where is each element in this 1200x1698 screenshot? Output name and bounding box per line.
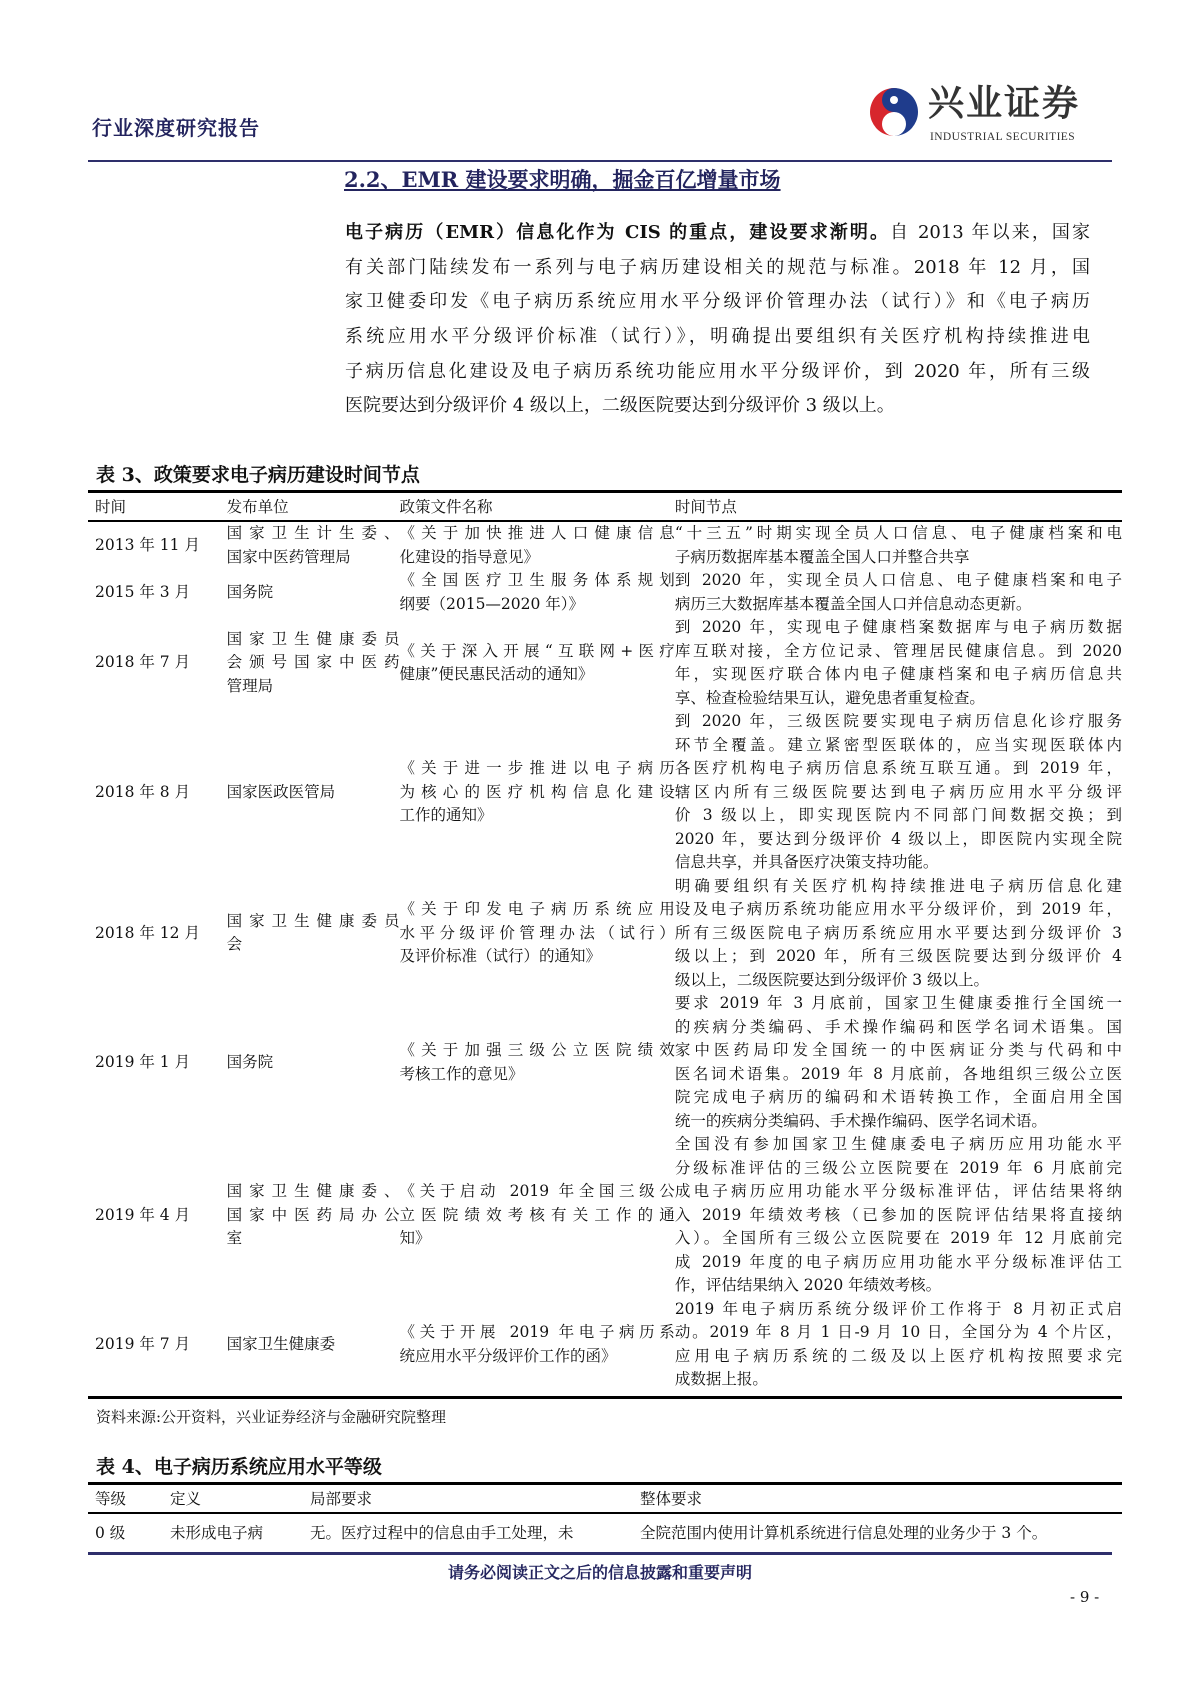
table4-top-rule	[88, 1482, 1122, 1485]
cell-line: 应用电子病历系统的二级及以上医疗机构按照要求完	[674, 1346, 1122, 1365]
cell-local-req: 无。医疗过程中的信息由手工处理，未	[310, 1524, 574, 1542]
cell-milestone	[675, 710, 1122, 875]
cell-line: 统一的疾病分类编码、手术操作编码、医学名词术语。	[674, 1111, 1047, 1130]
cell-document	[399, 522, 674, 569]
column-header-issuer: 发布单位	[226, 498, 289, 516]
cell-line: 管理局	[226, 676, 274, 695]
cell-line: 各医疗机构电子病历信息系统互联互通。到 2019 年，	[674, 759, 1122, 777]
cell-line: 成 2019 年度的电子病历应用功能水平分级标准评估工	[674, 1252, 1122, 1271]
cell-time: 2018 年 8 月	[95, 782, 191, 801]
cell-milestone	[675, 875, 1122, 993]
paragraph-line: 有关部门陆续发布一系列与电子病历建设相关的规范与标准。2018 年 12 月，国	[345, 256, 1090, 278]
cell-line: 《关于启动 2019 年全国三级公	[399, 1182, 675, 1200]
table3-source-note: 资料来源:公开资料，兴业证券经济与金融研究院整理	[96, 1408, 447, 1426]
cell-line: 《关于进一步推进以电子病历	[399, 759, 675, 777]
table-row	[88, 1514, 1122, 1552]
cell-overall-req: 全院范围内使用计算机系统进行信息处理的业务少于 3 个。	[640, 1524, 1048, 1542]
cell-line: 国家中医药局办公	[226, 1205, 400, 1224]
cell-line: 到 2020 年，实现电子健康档案数据库与电子病历数据	[674, 618, 1122, 636]
cell-document	[399, 992, 674, 1133]
cell-line: 国家卫生健康委员	[226, 911, 400, 930]
cell-line: 病历三大数据库基本覆盖全国人口并信息动态更新。	[674, 594, 1032, 613]
cell-line: 《关于印发电子病历系统应用	[399, 900, 675, 918]
cell-issuer	[227, 522, 400, 569]
cell-definition: 未形成电子病	[170, 1524, 264, 1542]
emr-level-table	[88, 1486, 1122, 1552]
cell-line: 家中医药局印发全国统一的中医病证分类与代码和中	[674, 1041, 1122, 1059]
cell-line: 医名词术语集。2019 年 8 月底前，各地组织三级公立医	[674, 1064, 1122, 1083]
table-row	[88, 875, 1122, 993]
disclaimer-notice: 请务必阅读正文之后的信息披露和重要声明	[447, 1563, 752, 1582]
cell-line: 考核工作的意见》	[399, 1064, 524, 1083]
column-header-local-req: 局部要求	[310, 1490, 373, 1508]
cell-line: 国务院	[226, 582, 274, 601]
cell-line: 入）。全国所有三级公立医院要在 2019 年 12 月底前完	[674, 1229, 1122, 1247]
page-number: - 9 -	[1070, 1588, 1100, 1606]
paragraph-text: 自 2013 年以来，国家	[890, 222, 1090, 243]
policy-timeline-table	[88, 494, 1122, 1392]
cell-line: 水平分级评价管理办法（试行）	[399, 923, 675, 942]
table3-bottom-rule	[88, 1396, 1122, 1399]
cell-milestone	[675, 522, 1122, 569]
logo-english-name: INDUSTRIAL SECURITIES	[930, 131, 1076, 143]
cell-time: 2019 年 1 月	[95, 1052, 191, 1071]
cell-document	[399, 1133, 674, 1298]
header-divider	[88, 160, 1112, 162]
cell-line: 《关于深入开展“互联网+医疗	[399, 641, 675, 660]
cell-line: 到 2020 年，实现全员人口信息、电子健康档案和电子	[674, 571, 1122, 589]
cell-time: 2018 年 12 月	[95, 923, 200, 942]
cell-line: 《全国医疗卫生服务体系规划	[399, 571, 675, 589]
report-type-label: 行业深度研究报告	[92, 116, 260, 140]
cell-line: 级以上；到 2020 年，所有三级医院要达到分级评价 4	[674, 947, 1122, 965]
cell-line: 信息共享，并具备医疗决策支持功能。	[674, 853, 939, 871]
table-row	[88, 992, 1122, 1133]
paragraph-line: 医院要达到分级评价 4 级以上，二级医院要达到分级评价 3 级以上。	[345, 395, 895, 417]
cell-line: 入 2019 年绩效考核（已参加的医院评估结果将直接纳	[674, 1205, 1122, 1224]
column-header-milestone: 时间节点	[674, 498, 737, 516]
company-logo	[868, 84, 1118, 148]
cell-line: 国家卫生计生委、	[226, 524, 400, 542]
cell-line: 成电子病历应用功能水平分级标准评估，评估结果将纳	[674, 1182, 1122, 1200]
cell-line: 辖区内所有三级医院要达到电子病历应用水平分级评	[674, 782, 1122, 801]
cell-document	[399, 1298, 674, 1392]
cell-line: 国家医政医管局	[226, 782, 336, 801]
cell-issuer	[227, 992, 400, 1133]
cell-line: 子病历数据库基本覆盖全国人口并整合共享	[674, 547, 970, 566]
cell-line: 室	[226, 1229, 243, 1247]
cell-milestone	[675, 569, 1122, 616]
cell-line: 国家卫生健康委员	[226, 629, 400, 648]
section-heading: 2.2、EMR 建设要求明确，掘金百亿增量市场	[344, 167, 781, 192]
cell-document	[399, 616, 674, 710]
cell-issuer	[227, 569, 400, 616]
table3-title: 表 3、政策要求电子病历建设时间节点	[96, 464, 420, 486]
paragraph-line: 系统应用水平分级评价标准（试行）》，明确提出要组织有关医疗机构持续推进电	[345, 326, 1090, 348]
column-header-level: 等级	[95, 1490, 127, 1508]
cell-line: 国务院	[226, 1052, 274, 1071]
cell-line: 《关于加快推进人口健康信息	[399, 524, 675, 542]
cell-line: 设及电子病历系统功能应用水平分级评价，到 2019 年，	[674, 900, 1122, 918]
body-paragraph	[345, 216, 1090, 424]
cell-line: 价 3 级以上，即实现医院内不同部门间数据交换；到	[674, 806, 1122, 824]
cell-line: 《关于加强三级公立医院绩效	[399, 1041, 675, 1059]
cell-line: 国家卫生健康委	[226, 1334, 336, 1353]
cell-issuer	[227, 1298, 400, 1392]
cell-time: 2019 年 4 月	[95, 1205, 191, 1224]
cell-milestone	[675, 992, 1122, 1133]
cell-line: 动。2019 年 8 月 1 日-9 月 10 日，全国分为 4 个片区，	[674, 1323, 1122, 1341]
cell-line: 会颁号国家中医药	[226, 653, 400, 672]
cell-milestone	[675, 616, 1122, 710]
cell-line: 院完成电子病历的编码和术语转换工作，全面启用全国	[674, 1088, 1122, 1106]
table4-title: 表 4、电子病历系统应用水平等级	[96, 1456, 382, 1478]
cell-line: 所有三级医院电子病历系统应用水平要达到分级评价 3	[674, 923, 1122, 942]
cell-milestone	[675, 1133, 1122, 1298]
cell-line: 立医院绩效考核有关工作的通	[399, 1205, 675, 1224]
cell-line: 分级标准评估的三级公立医院要在 2019 年 6 月底前完	[674, 1158, 1122, 1177]
table3-top-rule	[88, 490, 1122, 493]
paragraph-line: 家卫健委印发《电子病历系统应用水平分级评价管理办法（试行）》和《电子病历	[345, 291, 1090, 313]
cell-line: 享、检查检验结果互认，避免患者重复检查。	[674, 688, 985, 707]
cell-line: 为核心的医疗机构信息化建设	[399, 782, 675, 801]
cell-document	[399, 875, 674, 993]
cell-line: 国家卫生健康委、	[226, 1182, 400, 1200]
table-row	[88, 710, 1122, 875]
paragraph-line: 子病历信息化建设及电子病历系统功能应用水平分级评价，到 2020 年，所有三级	[345, 360, 1090, 382]
cell-line: 健康”便民惠民活动的通知》	[399, 665, 594, 683]
cell-milestone	[675, 1298, 1122, 1392]
cell-issuer	[227, 875, 400, 993]
cell-line: 国家中医药管理局	[226, 547, 351, 566]
cell-document	[399, 569, 674, 616]
cell-line: 年，实现医疗联合体内电子健康档案和电子病历信息共	[674, 665, 1122, 683]
cell-line: 《关于开展 2019 年电子病历系	[399, 1323, 675, 1341]
cell-line: 库互联对接，全方位记录、管理居民健康信息。到 2020	[674, 641, 1122, 660]
table-row	[88, 616, 1122, 710]
cell-time: 2019 年 7 月	[95, 1334, 191, 1353]
cell-level: 0 级	[95, 1524, 126, 1542]
cell-line: 成数据上报。	[674, 1370, 768, 1388]
cell-time: 2018 年 7 月	[95, 653, 191, 672]
cell-issuer	[227, 710, 400, 875]
cell-line: 统应用水平分级评价工作的函》	[399, 1346, 617, 1365]
cell-line: 的疾病分类编码、手术操作编码和医学名词术语集。国	[674, 1017, 1122, 1036]
cell-line: 2020 年，要达到分级评价 4 级以上，即医院内实现全院	[674, 829, 1122, 848]
table-row	[88, 1133, 1122, 1298]
cell-line: 作，评估结果纳入 2020 年绩效考核。	[674, 1276, 942, 1294]
table-row	[88, 1298, 1122, 1392]
column-header-definition: 定义	[170, 1490, 202, 1508]
table-row	[88, 569, 1122, 616]
table-header-row	[88, 494, 1122, 521]
cell-line: 级以上，二级医院要达到分级评价 3 级以上。	[674, 970, 990, 989]
cell-time: 2015 年 3 月	[95, 582, 191, 601]
logo-swirl-icon	[868, 86, 920, 138]
table-header-row	[88, 1486, 1122, 1513]
paragraph-lead: 电子病历（EMR）信息化作为 CIS 的重点，建设要求渐明。	[345, 222, 891, 243]
cell-line: 2019 年电子病历系统分级评价工作将于 8 月初正式启	[674, 1299, 1122, 1318]
cell-line: 要求 2019 年 3 月底前，国家卫生健康委推行全国统一	[674, 994, 1122, 1012]
column-header-overall-req: 整体要求	[640, 1490, 703, 1508]
column-header-time: 时间	[95, 498, 127, 516]
cell-line: 化建设的指导意见》	[399, 547, 539, 566]
cell-line: 会	[226, 935, 243, 954]
cell-line: 知》	[399, 1229, 431, 1247]
cell-line: 及评价标准（试行）的通知》	[399, 947, 601, 965]
cell-line: 全国没有参加国家卫生健康委电子病历应用功能水平	[674, 1135, 1122, 1153]
column-header-document: 政策文件名称	[399, 498, 493, 516]
cell-issuer	[227, 616, 400, 710]
table-row	[88, 522, 1122, 569]
cell-line: 工作的通知》	[399, 806, 493, 824]
logo-chinese-name: 兴业证券	[928, 84, 1081, 124]
cell-line: “十三五”时期实现全员人口信息、电子健康档案和电	[674, 524, 1122, 542]
cell-line: 到 2020 年，三级医院要实现电子病历信息化诊疗服务	[674, 712, 1122, 730]
paragraph-line	[345, 216, 1090, 251]
cell-line: 纲要（2015—2020 年）》	[399, 594, 585, 613]
cell-time: 2013 年 11 月	[95, 535, 200, 554]
cell-line: 明确要组织有关医疗机构持续推进电子病历信息化建	[674, 876, 1122, 895]
cell-document	[399, 710, 674, 875]
cell-issuer	[227, 1133, 400, 1298]
footer-divider	[88, 1552, 1112, 1555]
cell-line: 环节全覆盖。建立紧密型医联体的，应当实现医联体内	[674, 735, 1122, 754]
